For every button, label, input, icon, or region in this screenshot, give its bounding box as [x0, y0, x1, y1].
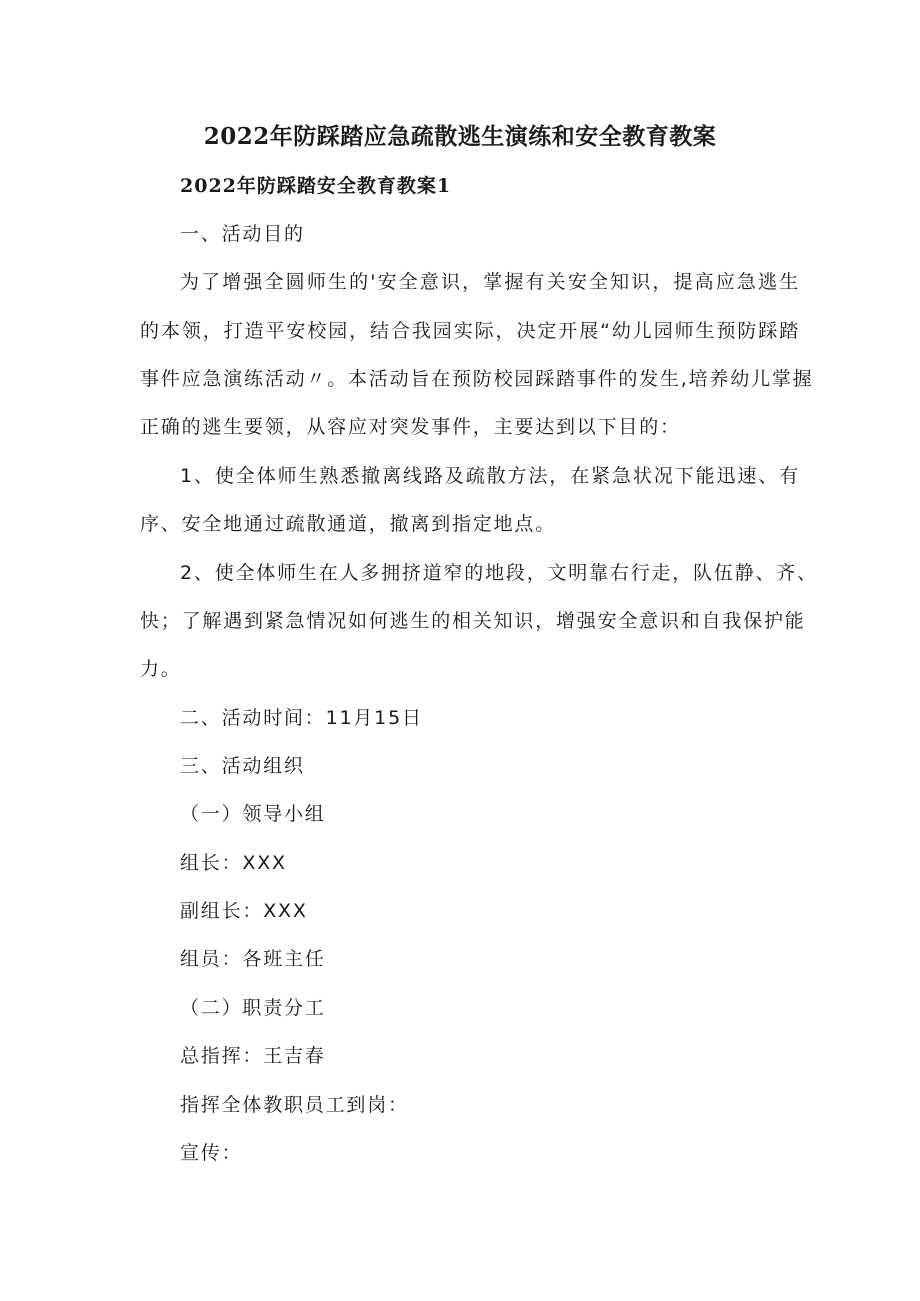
section-heading-time: 二、活动时间：11月15日 [180, 707, 423, 729]
publicity-line: 宣传： [180, 1142, 243, 1164]
subsection-heading-leadership: （一）领导小组 [180, 803, 326, 825]
paragraph-line: 力。 [140, 658, 182, 680]
paragraph-line: 1、使全体师生熟悉撤离线路及疏散方法，在紧急状况下能迅速、有 [180, 465, 800, 487]
paragraph-line: 序、安全地通过疏散通道，撤离到指定地点。 [140, 513, 557, 535]
paragraph-line: 事件应急演练活动〃。本活动旨在预防校园踩踏事件的发生,培养幼儿掌握 [140, 368, 814, 390]
paragraph-line: 2、使全体师生在人多拥挤道窄的地段，文明靠右行走，队伍静、齐、 [180, 562, 818, 584]
deputy-leader-line: 副组长：XXX [180, 900, 308, 922]
subsection-heading-duties: （二）职责分工 [180, 997, 326, 1019]
command-duty-line: 指挥全体教职员工到岗： [180, 1094, 409, 1116]
commander-line: 总指挥：王吉春 [180, 1045, 326, 1067]
members-line: 组员：各班主任 [180, 948, 326, 970]
section-heading-purpose: 一、活动目的 [180, 223, 305, 245]
paragraph-line: 的本领，打造平安校园，结合我园实际，决定开展“幼儿园师生预防踩踏 [140, 320, 800, 342]
section-heading-organization: 三、活动组织 [180, 755, 305, 777]
paragraph-line: 为了增强全圆师生的'安全意识，掌握有关安全知识，提高应急逃生 [180, 271, 800, 293]
leader-line: 组长：XXX [180, 852, 287, 874]
paragraph-line: 快；了解遇到紧急情况如何逃生的相关知识，增强安全意识和自我保护能 [140, 610, 806, 632]
lesson-subtitle: 2022年防踩踏安全教育教案1 [180, 175, 452, 197]
paragraph-line: 正确的逃生要领，从容应对突发事件，主要达到以下目的： [140, 416, 681, 438]
document-title: 2022年防踩踏应急疏散逃生演练和安全教育教案 [203, 123, 717, 150]
